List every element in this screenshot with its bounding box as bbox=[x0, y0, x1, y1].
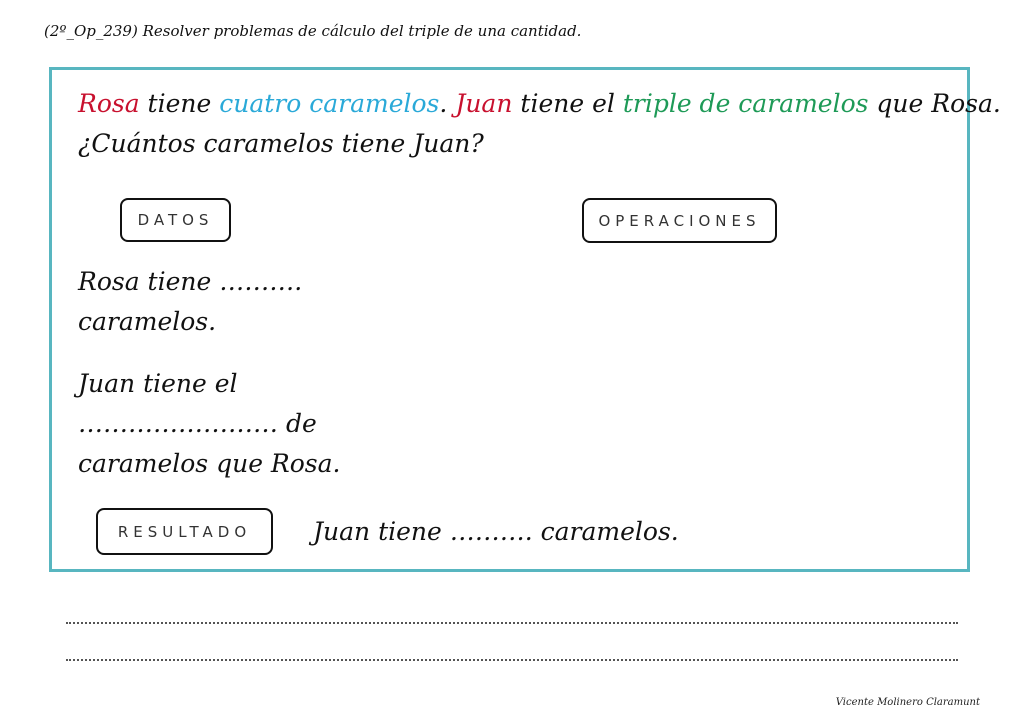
rosa-data-line: caramelos. bbox=[78, 307, 217, 336]
statement-text: tiene bbox=[139, 89, 220, 118]
result-sentence: Juan tiene ………. caramelos. bbox=[313, 517, 679, 546]
juan-data-line: Juan tiene el bbox=[78, 369, 238, 398]
quantity-highlight: cuatro caramelos bbox=[219, 89, 440, 118]
juan-data-block bbox=[78, 364, 341, 484]
operaciones-label: OPERACIONES bbox=[582, 198, 777, 243]
answer-line bbox=[66, 659, 958, 661]
question-line: ¿Cuántos caramelos tiene Juan? bbox=[78, 129, 484, 158]
datos-label: DATOS bbox=[120, 198, 231, 242]
relation-highlight: triple de caramelos bbox=[622, 89, 869, 118]
name-rosa: Rosa bbox=[78, 89, 140, 118]
juan-data-line: caramelos que Rosa. bbox=[78, 449, 341, 478]
statement-text: que Rosa. bbox=[868, 89, 1001, 118]
statement-text: . bbox=[439, 89, 456, 118]
statement-line-1 bbox=[78, 84, 1001, 124]
answer-line bbox=[66, 622, 958, 624]
page-title: (2º_Op_239) Resolver problemas de cálculo del triple de una cantidad. bbox=[44, 22, 582, 40]
statement-text: tiene el bbox=[512, 89, 623, 118]
rosa-data-line: Rosa tiene ………. bbox=[78, 267, 303, 296]
author-credit: Vicente Molinero Claramunt bbox=[835, 697, 980, 708]
rosa-data-block bbox=[78, 262, 302, 342]
problem-statement bbox=[78, 84, 1001, 164]
name-juan: Juan bbox=[455, 89, 513, 118]
juan-data-line: …………………… de bbox=[78, 409, 317, 438]
resultado-label: RESULTADO bbox=[96, 508, 273, 555]
